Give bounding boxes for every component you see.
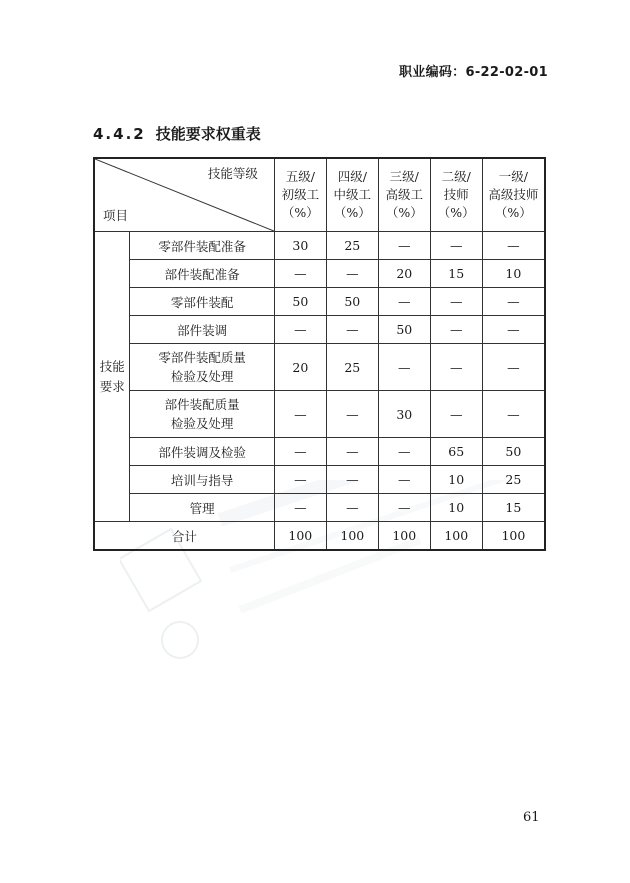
value-cell: — — [430, 288, 482, 316]
value-cell: — — [482, 316, 545, 344]
value-cell: 15 — [430, 260, 482, 288]
occupation-code: 职业编码：6-22-02-01 — [398, 65, 548, 80]
total-value: 100 — [378, 522, 430, 551]
value-cell: — — [274, 438, 326, 466]
category-cell: 技能 要求 — [94, 232, 130, 522]
table-row — [94, 316, 545, 344]
value-cell: 15 — [482, 494, 545, 522]
corner-label-item: 项目 — [103, 208, 129, 223]
item-cell: 零部件装配 — [130, 288, 274, 316]
item-cell: 零部件装配质量 检验及处理 — [130, 344, 274, 391]
item-cell: 管理 — [130, 494, 274, 522]
table-header-row — [94, 158, 545, 232]
skill-weight-table — [93, 157, 546, 551]
value-cell: — — [378, 232, 430, 260]
level-header: 二级/ 技师 （%） — [430, 158, 482, 232]
value-cell: — — [482, 288, 545, 316]
value-cell: 30 — [274, 232, 326, 260]
level-header: 四级/ 中级工 （%） — [326, 158, 378, 232]
value-cell: 20 — [274, 344, 326, 391]
corner-label-level: 技能等级 — [207, 166, 258, 181]
value-cell: 20 — [378, 260, 430, 288]
value-cell: 25 — [482, 466, 545, 494]
page-number: 61 — [523, 810, 540, 825]
table-row — [94, 260, 545, 288]
value-cell: 10 — [482, 260, 545, 288]
value-cell: — — [430, 232, 482, 260]
value-cell: — — [326, 391, 378, 438]
total-value: 100 — [274, 522, 326, 551]
item-cell: 部件装调及检验 — [130, 438, 274, 466]
value-cell: — — [274, 260, 326, 288]
corner-header-cell — [94, 158, 274, 232]
value-cell: 30 — [378, 391, 430, 438]
item-cell: 部件装调 — [130, 316, 274, 344]
value-cell: 25 — [326, 232, 378, 260]
value-cell: — — [274, 391, 326, 438]
table-row — [94, 288, 545, 316]
value-cell: — — [326, 260, 378, 288]
section-title: 技能要求权重表 — [155, 125, 261, 143]
level-header: 三级/ 高级工 （%） — [378, 158, 430, 232]
value-cell: — — [430, 391, 482, 438]
section-number: 4.4.2 — [93, 125, 146, 143]
value-cell: 50 — [274, 288, 326, 316]
table-row — [94, 391, 545, 438]
value-cell: — — [378, 344, 430, 391]
table-row — [94, 344, 545, 391]
value-cell: — — [326, 438, 378, 466]
value-cell: — — [378, 466, 430, 494]
value-cell: — — [378, 288, 430, 316]
value-cell: 50 — [482, 438, 545, 466]
item-cell: 培训与指导 — [130, 466, 274, 494]
total-label: 合计 — [94, 522, 274, 551]
value-cell: — — [326, 466, 378, 494]
level-header: 一级/ 高级技师 （%） — [482, 158, 545, 232]
value-cell: — — [378, 438, 430, 466]
value-cell: 10 — [430, 494, 482, 522]
value-cell: — — [274, 316, 326, 344]
value-cell: — — [482, 344, 545, 391]
value-cell: 10 — [430, 466, 482, 494]
value-cell: — — [274, 466, 326, 494]
value-cell: 50 — [378, 316, 430, 344]
value-cell: 25 — [326, 344, 378, 391]
item-cell: 部件装配准备 — [130, 260, 274, 288]
value-cell: — — [482, 391, 545, 438]
table-row — [94, 494, 545, 522]
value-cell: — — [430, 316, 482, 344]
value-cell: 65 — [430, 438, 482, 466]
value-cell: — — [430, 344, 482, 391]
table-row — [94, 232, 545, 260]
level-header: 五级/ 初级工 （%） — [274, 158, 326, 232]
value-cell: — — [274, 494, 326, 522]
value-cell: — — [482, 232, 545, 260]
total-row — [94, 522, 545, 551]
total-value: 100 — [326, 522, 378, 551]
section-heading — [93, 123, 261, 144]
item-cell: 部件装配质量 检验及处理 — [130, 391, 274, 438]
value-cell: — — [326, 494, 378, 522]
table-row — [94, 438, 545, 466]
value-cell: — — [378, 494, 430, 522]
total-value: 100 — [430, 522, 482, 551]
item-cell: 零部件装配准备 — [130, 232, 274, 260]
total-value: 100 — [482, 522, 545, 551]
value-cell: 50 — [326, 288, 378, 316]
value-cell: — — [326, 316, 378, 344]
table-row — [94, 466, 545, 494]
